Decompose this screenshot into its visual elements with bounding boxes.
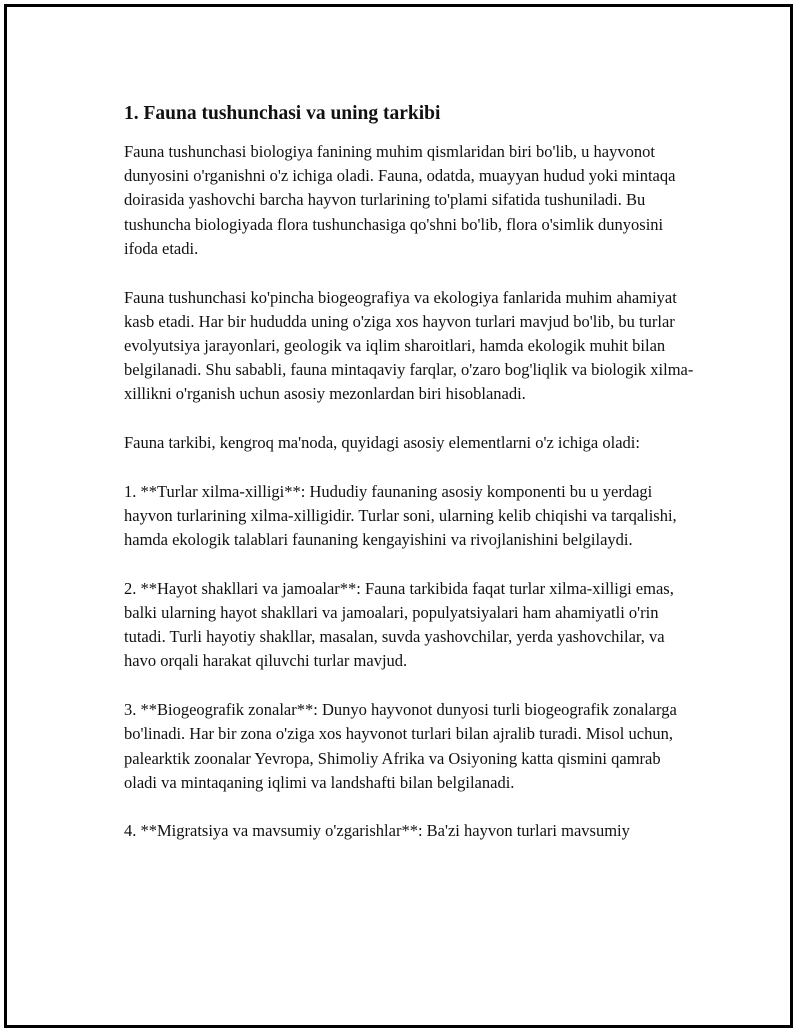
document-body [121,93,696,868]
list-item-migration: 4. **Migratsiya va mavsumiy o'zgarishlar**: Ba'zi hayvon turlari mavsumiy [124,821,630,841]
paragraph-importance: Fauna tushunchasi ko'pincha biogeografiya va ekologiya fanlarida muhim ahamiyat kasb etadi. Har bir hududda uning o'ziga xos hayvon turlari mavjud bo'lib, bu turlar evolyutsiya jarayonlari, geologik va iqlim sharoitlari, hamda ekologik muhit bilan belgilanadi. Shu sababli, fauna mintaqaviy farqlar, o'zaro bog'liqlik va biologik xilma-xillikni o'rganish uchun asosiy mezonlardan biri hisoblanadi. [124,287,694,404]
paragraph-composition-intro: Fauna tarkibi, kengroq ma'noda, quyidagi asosiy elementlarni o'z ichiga oladi: [124,433,640,453]
section-heading: 1. Fauna tushunchasi va uning tarkibi [124,103,441,124]
paragraph-intro: Fauna tushunchasi biologiya fanining muhim qismlaridan biri bo'lib, u hayvonot dunyosini o'rganishni o'z ichiga oladi. Fauna, odatda, muayyan hudud yoki mintaqa doirasida yashovchi barcha hayvon turlarining to'plami sifatida tushuniladi. Bu tushuncha biologiyada flora tushunchasiga qo'shni bo'lib, flora o'simlik dunyosini ifoda etadi. [124,142,676,258]
page-frame [4,4,793,1028]
list-item-species-diversity: 1. **Turlar xilma-xilligi**: Hududiy faunaning asosiy komponenti bu u yerdagi hayvon turlarining xilma-xilligidir. Turlar soni, ularning kelib chiqishi va tarqalishi, hamda ekologik talablari faunaning kengayishini va rivojlanishini belgilaydi. [124,481,677,550]
list-item-life-forms: 2. **Hayot shakllari va jamoalar**: Fauna tarkibida faqat turlar xilma-xilligi emas, balki ularning hayot shakllari va jamoalari, populyatsiyalari ham ahamiyatli o'rin tutadi. Turli hayotiy shakllar, masalan, suvda yashovchilar, yerda yashovchilar, va havo orqali harakat qiluvchi turlar mavjud. [124,578,674,671]
list-item-biogeographic-zones: 3. **Biogeografik zonalar**: Dunyo hayvonot dunyosi turli biogeografik zonalarga bo'linadi. Har bir zona o'ziga xos hayvonot turlari bilan ajralib turadi. Misol uchun, palearktik zoonalar Yevropa, Shimoliy Afrika va Osiyoning katta qismini qamrab oladi va mintaqaning iqlimi va landshafti bilan belgilanadi. [124,700,677,792]
